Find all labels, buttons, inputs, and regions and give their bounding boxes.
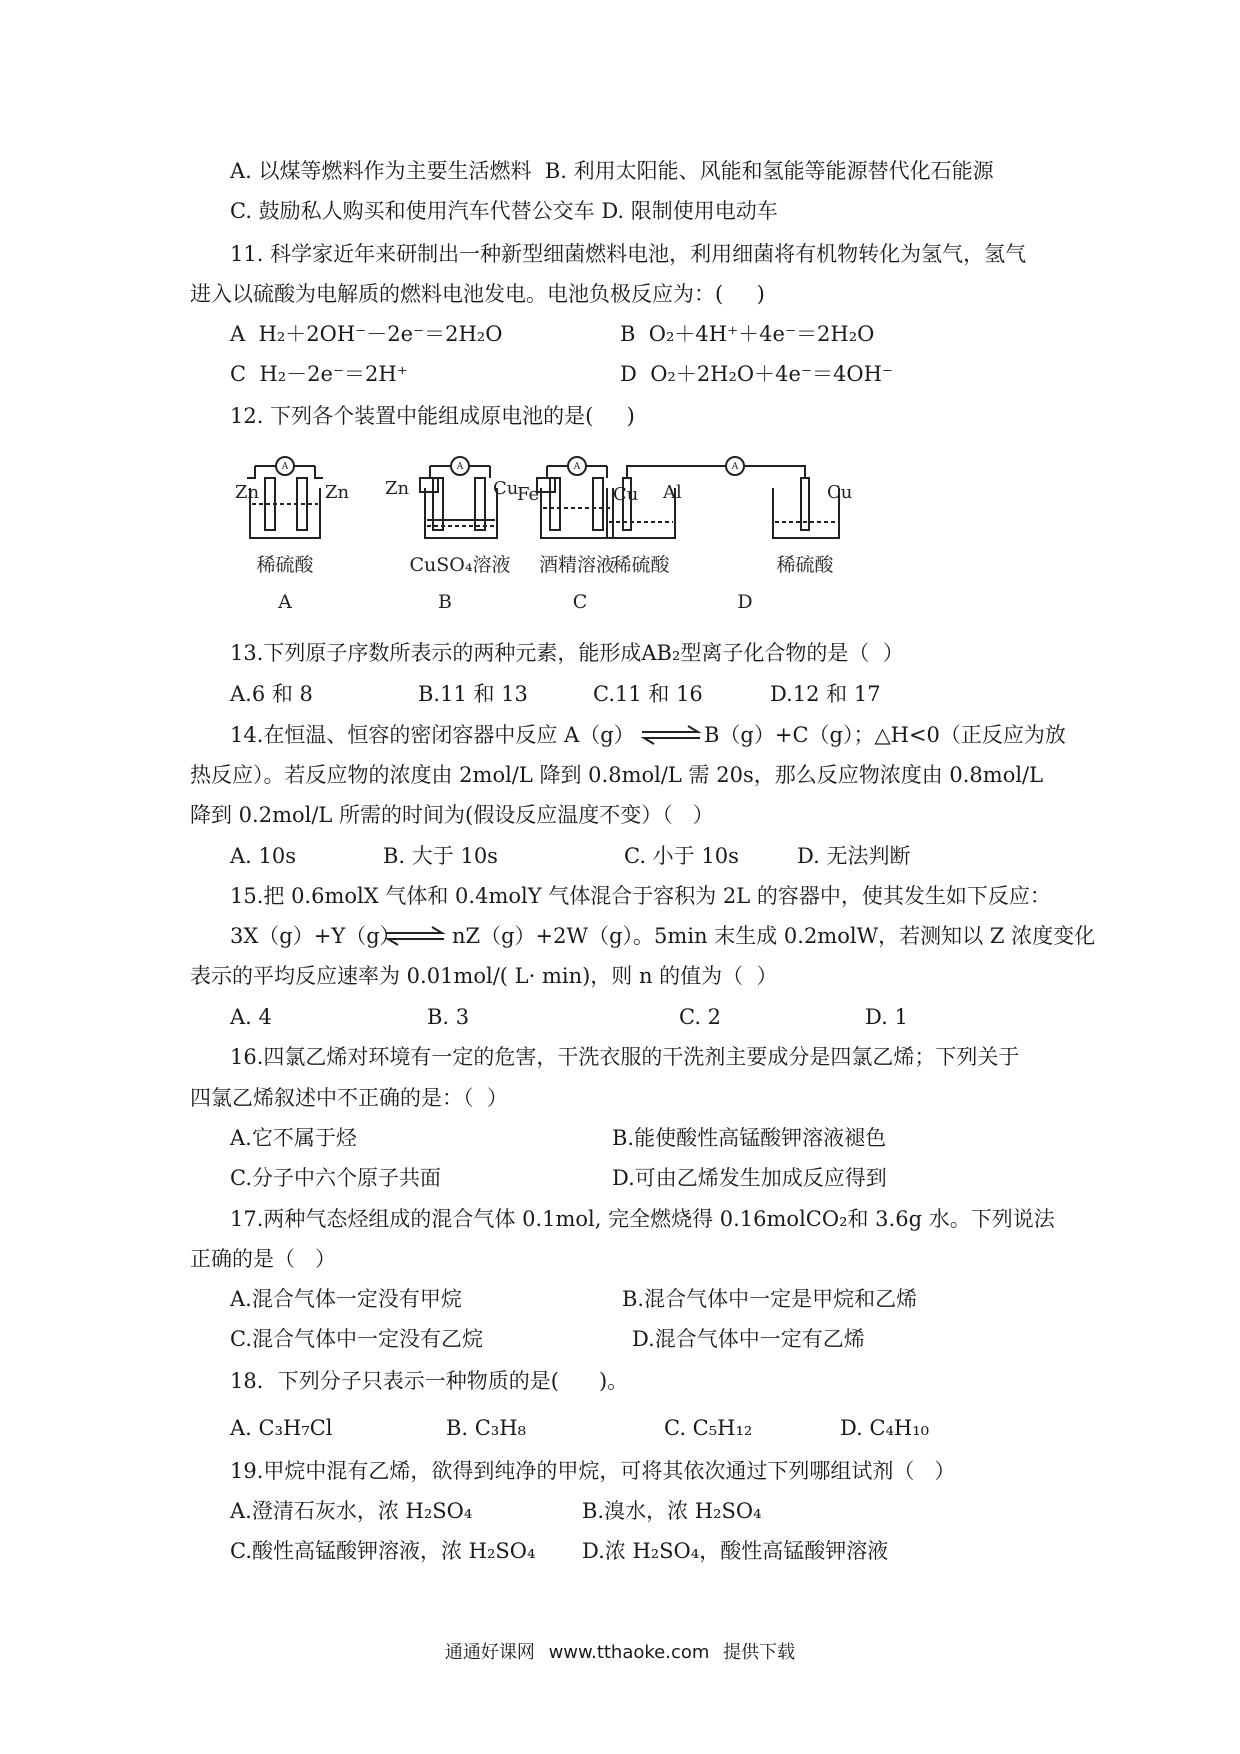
q17-option-a: A.混合气体一定没有甲烷: [230, 1287, 462, 1311]
q11-option-b: B O₂＋4H⁺＋4e⁻＝2H₂O: [620, 322, 875, 346]
q13-option-c: C.11 和 16: [593, 682, 703, 706]
q16-stem-1: 16.四氯乙烯对环境有一定的危害，干洗衣服的干洗剂主要成分是四氯乙烯；下列关于: [230, 1045, 1020, 1069]
q13-stem: 13.下列原子序数所表示的两种元素，能形成AB₂型离子化合物的是（ ）: [230, 641, 904, 665]
q14-stem-3: 降到 0.2mol/L 所需的时间为(假设反应温度不变）（ ）: [190, 803, 714, 827]
solution-d1: 稀硫酸: [612, 554, 670, 576]
q10-options-cd: C. 鼓励私人购买和使用汽车代替公交车 D. 限制使用电动车: [230, 199, 778, 223]
q16-option-b: B.能使酸性高锰酸钾溶液褪色: [612, 1126, 887, 1150]
solution-d2: 稀硫酸: [776, 554, 834, 576]
q17-stem-2: 正确的是（ ）: [190, 1247, 337, 1271]
electrode-c-right: Cu: [613, 484, 639, 505]
electrode-d-left: Al: [663, 482, 682, 503]
q14-option-c: C. 小于 10s: [624, 844, 739, 868]
q19-option-a: A.澄清石灰水，浓 H₂SO₄: [230, 1499, 473, 1523]
q18-option-c: C. C₅H₁₂: [664, 1416, 753, 1440]
q15-stem-3: 表示的平均反应速率为 0.01mol/( L· min)，则 n 的值为（ ）: [190, 964, 778, 988]
electrode-c-left: Fe: [517, 484, 540, 505]
footer-suffix: 提供下载: [723, 1642, 796, 1663]
q16-stem-2: 四氯乙烯叙述中不正确的是：（ ）: [190, 1086, 508, 1110]
electrode-b-left: Zn: [385, 478, 410, 499]
q15-option-b: B. 3: [427, 1005, 470, 1029]
q14-option-a: A. 10s: [230, 844, 297, 868]
figure-tag-d: D: [737, 591, 753, 613]
electrode-a-left: Zn: [235, 482, 260, 503]
ammeter-label-c: A: [573, 462, 581, 472]
q19-option-b: B.溴水，浓 H₂SO₄: [582, 1499, 762, 1523]
q14-option-b: B. 大于 10s: [383, 844, 498, 868]
q19-option-d: D.浓 H₂SO₄，酸性高锰酸钾溶液: [582, 1539, 889, 1563]
q16-option-d: D.可由乙烯发生加成反应得到: [612, 1166, 887, 1190]
figure-tag-b: B: [438, 591, 452, 613]
solution-a: 稀硫酸: [256, 554, 314, 576]
q17-stem-1: 17.两种气态烃组成的混合气体 0.1mol, 完全燃烧得 0.16molCO₂和 3.6g 水。下列说法: [230, 1207, 1055, 1231]
q11-stem-1: 11. 科学家近年来研制出一种新型细菌燃料电池，利用细菌将有机物转化为氢气，氢气: [230, 242, 1027, 266]
q13-option-b: B.11 和 13: [418, 682, 528, 706]
footer-site-name: 通通好课网: [444, 1642, 535, 1663]
solution-c: 酒精溶液: [538, 554, 616, 576]
q14-stem-1a: 14.在恒温、恒容的密闭容器中反应 A（g）: [230, 723, 635, 747]
footer-url-link[interactable]: www.tthaoke.com: [548, 1642, 710, 1663]
q11-stem-2: 进入以硫酸为电解质的燃料电池发电。电池负极反应为：( ): [190, 282, 765, 306]
figure-tag-c: C: [572, 591, 588, 613]
q11-option-d: D O₂＋2H₂O＋4e⁻＝4OH⁻: [620, 362, 893, 386]
q11-option-c: C H₂－2e⁻＝2H⁺: [230, 362, 408, 386]
q19-option-c: C.酸性高锰酸钾溶液，浓 H₂SO₄: [230, 1539, 536, 1563]
q15-stem-2b: nZ（g）+2W（g）。5min 末生成 0.2molW，若测知以 Z 浓度变化: [452, 924, 1096, 948]
q16-option-a: A.它不属于烃: [230, 1126, 357, 1150]
q18-option-a: A. C₃H₇Cl: [230, 1416, 333, 1440]
ammeter-label-d: A: [731, 462, 739, 472]
q14-stem-2: 热反应）。若反应物的浓度由 2mol/L 降到 0.8mol/L 需 20s，那么反应物浓度由 0.8mol/L: [190, 763, 1044, 787]
ammeter-label-a: A: [281, 462, 289, 472]
ammeter-label-b: A: [456, 462, 464, 472]
q15-stem-2a: 3X（g）+Y（g）: [230, 924, 401, 948]
q13-option-d: D.12 和 17: [770, 682, 881, 706]
equilibrium-arrow-icon: [640, 725, 702, 745]
q14-stem-1b: B（g）+C（g）；△H<0（正反应为放: [704, 723, 1066, 747]
q17-option-d: D.混合气体中一定有乙烯: [632, 1327, 865, 1351]
q12-galvanic-cells-figure: [235, 448, 865, 618]
solution-b: CuSO₄溶液: [409, 554, 511, 576]
q15-option-c: C. 2: [679, 1005, 722, 1029]
q15-option-d: D. 1: [865, 1005, 908, 1029]
electrode-d-right: Cu: [827, 482, 853, 503]
q18-stem: 18．下列分子只表示一种物质的是( )。: [230, 1369, 629, 1393]
q18-option-b: B. C₃H₈: [446, 1416, 527, 1440]
figure-tag-a: A: [278, 591, 292, 613]
q17-option-b: B.混合气体中一定是甲烷和乙烯: [622, 1287, 918, 1311]
q14-option-d: D. 无法判断: [797, 844, 911, 868]
q12-stem: 12. 下列各个装置中能组成原电池的是( ): [230, 404, 635, 428]
q19-stem: 19.甲烷中混有乙烯，欲得到纯净的甲烷，可将其依次通过下列哪组试剂（ ）: [230, 1459, 956, 1483]
page-footer: [0, 1638, 1240, 1664]
q17-option-c: C.混合气体中一定没有乙烷: [230, 1327, 483, 1351]
electrode-b-right: Cu: [493, 478, 519, 499]
equilibrium-arrow-icon: [384, 926, 446, 946]
q10-options-ab: A. 以煤等燃料作为主要生活燃料 B. 利用太阳能、风能和氢能等能源替代化石能源: [230, 159, 994, 183]
q13-option-a: A.6 和 8: [230, 682, 313, 706]
q18-option-d: D. C₄H₁₀: [840, 1416, 930, 1440]
q16-option-c: C.分子中六个原子共面: [230, 1166, 441, 1190]
q15-option-a: A. 4: [230, 1005, 272, 1029]
q15-stem-1: 15.把 0.6molX 气体和 0.4molY 气体混合于容积为 2L 的容器中，使其发生如下反应：: [230, 884, 1051, 908]
electrode-a-right: Zn: [325, 482, 350, 503]
q11-option-a: A H₂＋2OH⁻－2e⁻＝2H₂O: [230, 322, 503, 346]
